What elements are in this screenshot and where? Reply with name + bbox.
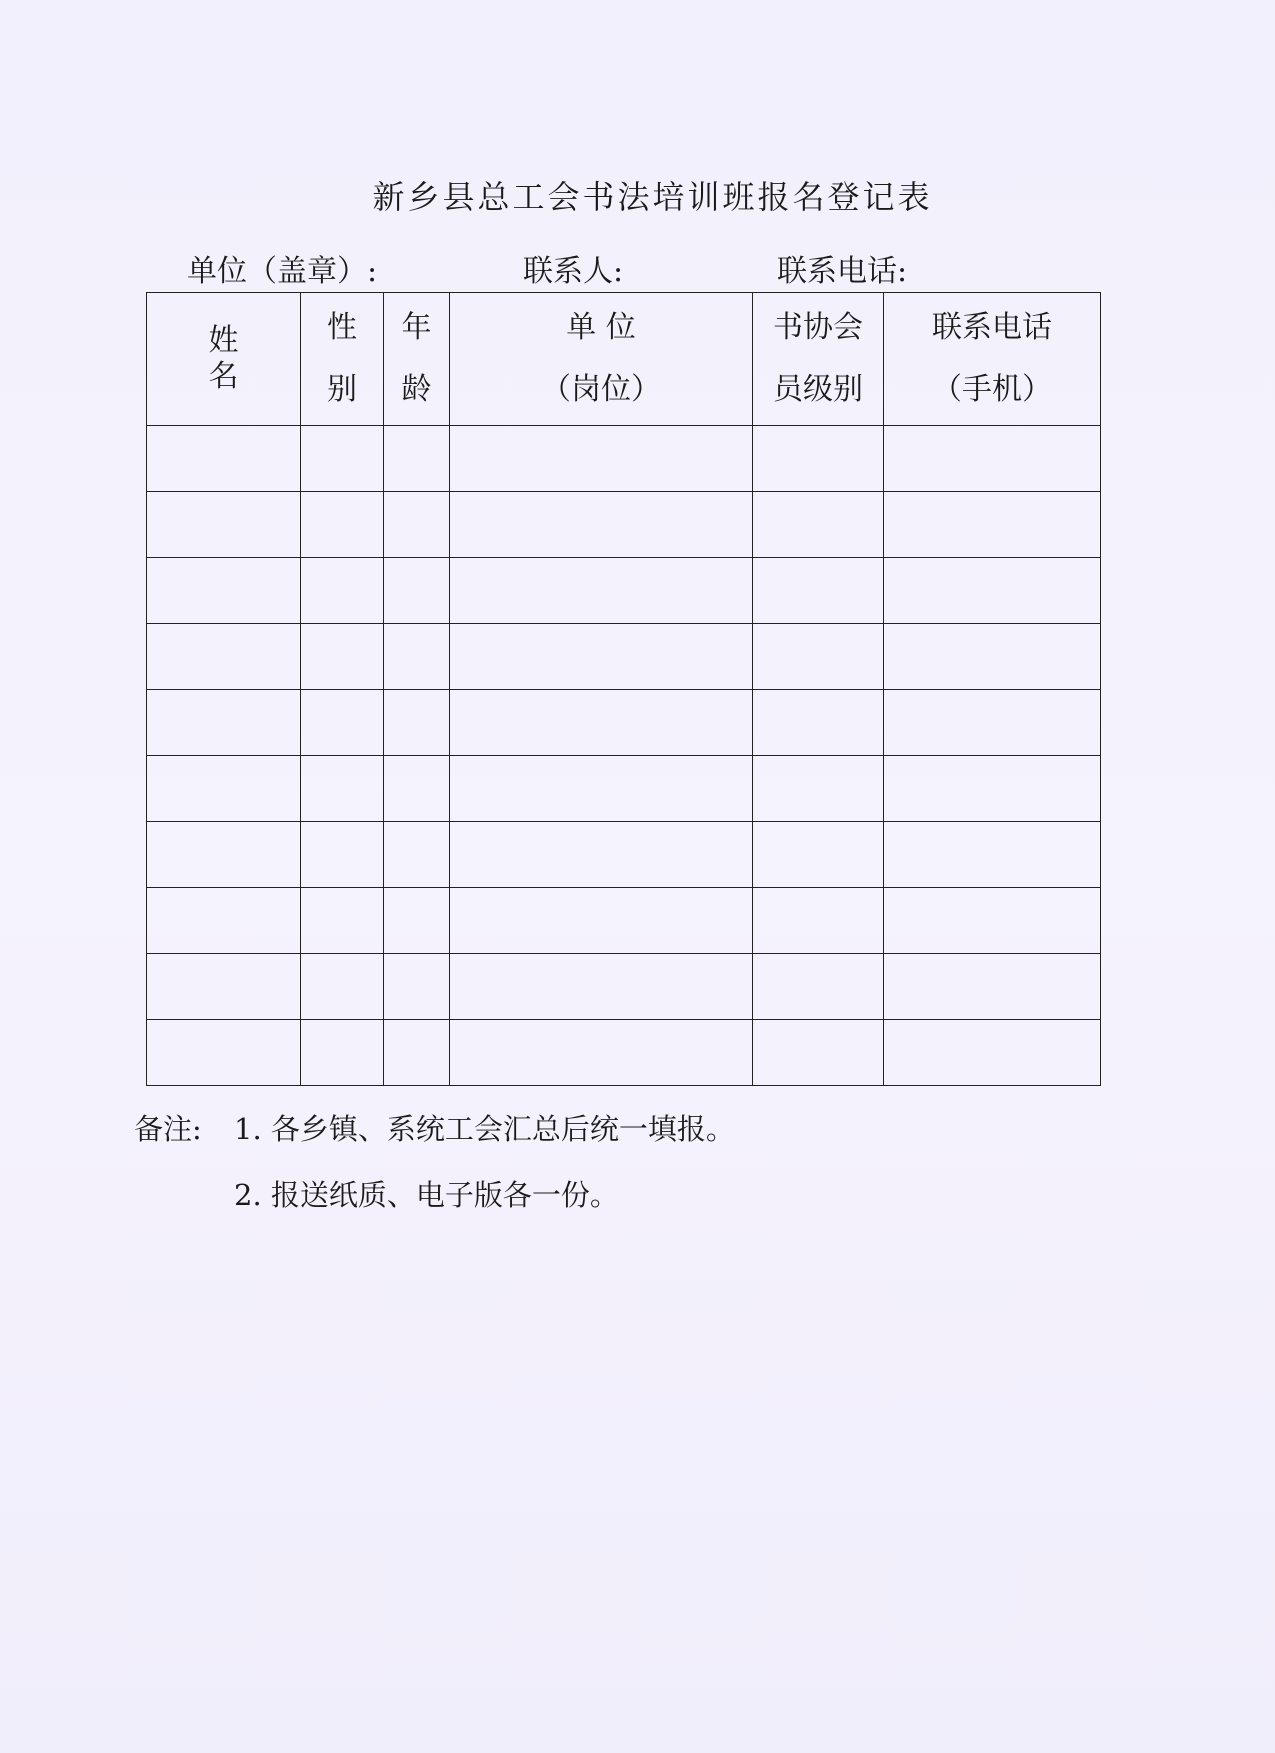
table-cell[interactable] bbox=[147, 426, 301, 492]
table-body bbox=[147, 426, 1101, 1086]
remarks-label: 备注: bbox=[134, 1112, 202, 1146]
table-row bbox=[147, 954, 1101, 1020]
table-cell[interactable] bbox=[301, 756, 384, 822]
table-cell[interactable] bbox=[384, 558, 450, 624]
table-cell[interactable] bbox=[384, 888, 450, 954]
table-cell[interactable] bbox=[884, 426, 1101, 492]
table-cell[interactable] bbox=[753, 1020, 884, 1086]
table-cell[interactable] bbox=[384, 756, 450, 822]
table-cell[interactable] bbox=[147, 624, 301, 690]
table-row bbox=[147, 492, 1101, 558]
table-cell[interactable] bbox=[884, 888, 1101, 954]
table-cell[interactable] bbox=[450, 492, 753, 558]
table-cell[interactable] bbox=[301, 492, 384, 558]
header-name: 姓 名 bbox=[147, 293, 301, 426]
table-cell[interactable] bbox=[384, 426, 450, 492]
table-cell[interactable] bbox=[147, 1020, 301, 1086]
table-row bbox=[147, 822, 1101, 888]
table-cell[interactable] bbox=[450, 426, 753, 492]
table-cell[interactable] bbox=[301, 888, 384, 954]
registration-table bbox=[146, 292, 1101, 1086]
table-row bbox=[147, 756, 1101, 822]
header-age: 年 龄 bbox=[384, 293, 450, 426]
table-cell[interactable] bbox=[301, 558, 384, 624]
table-cell[interactable] bbox=[450, 1020, 753, 1086]
table-row bbox=[147, 426, 1101, 492]
table-cell[interactable] bbox=[884, 756, 1101, 822]
table-cell[interactable] bbox=[301, 1020, 384, 1086]
form-title: 新乡县总工会书法培训班报名登记表 bbox=[372, 178, 933, 216]
table-row bbox=[147, 1020, 1101, 1086]
table-cell[interactable] bbox=[884, 492, 1101, 558]
table-cell[interactable] bbox=[301, 954, 384, 1020]
table-cell[interactable] bbox=[884, 690, 1101, 756]
table-cell[interactable] bbox=[450, 954, 753, 1020]
table-cell[interactable] bbox=[753, 624, 884, 690]
header-unit-position: 单 位 （岗位） bbox=[450, 293, 753, 426]
table-cell[interactable] bbox=[753, 492, 884, 558]
table-row bbox=[147, 558, 1101, 624]
table-row bbox=[147, 888, 1101, 954]
table-row bbox=[147, 690, 1101, 756]
table-cell[interactable] bbox=[753, 558, 884, 624]
document-page: 新乡县总工会书法培训班报名登记表 单位（盖章）: 联系人: 联系电话: 姓 名 性 别 年 龄 单 位 （岗位） 书协会 员级别 联系电话 （手机） 备注: 1. 各乡镇、系统工会汇总后统一填报。 2. 报送纸质、电子版各一份。 bbox=[0, 0, 1275, 1753]
table-cell[interactable] bbox=[450, 822, 753, 888]
table-header-row bbox=[147, 293, 1101, 426]
table-cell[interactable] bbox=[384, 492, 450, 558]
contact-phone-label: 联系电话: bbox=[777, 254, 908, 289]
table-cell[interactable] bbox=[450, 756, 753, 822]
table-cell[interactable] bbox=[753, 822, 884, 888]
form-info-row bbox=[187, 246, 1137, 289]
table-cell[interactable] bbox=[884, 1020, 1101, 1086]
table-row bbox=[147, 624, 1101, 690]
table-cell[interactable] bbox=[301, 690, 384, 756]
table-cell[interactable] bbox=[450, 690, 753, 756]
table-cell[interactable] bbox=[450, 558, 753, 624]
table-cell[interactable] bbox=[753, 888, 884, 954]
table-cell[interactable] bbox=[753, 954, 884, 1020]
table-cell[interactable] bbox=[753, 426, 884, 492]
table-cell[interactable] bbox=[384, 954, 450, 1020]
table-cell[interactable] bbox=[384, 1020, 450, 1086]
table-cell[interactable] bbox=[884, 624, 1101, 690]
table-cell[interactable] bbox=[147, 558, 301, 624]
table-cell[interactable] bbox=[384, 690, 450, 756]
table-cell[interactable] bbox=[147, 888, 301, 954]
header-phone-mobile: 联系电话 （手机） bbox=[884, 293, 1101, 426]
table-cell[interactable] bbox=[147, 756, 301, 822]
table-cell[interactable] bbox=[147, 954, 301, 1020]
table-cell[interactable] bbox=[753, 756, 884, 822]
contact-person-label: 联系人: bbox=[523, 254, 624, 289]
table-cell[interactable] bbox=[147, 822, 301, 888]
table-cell[interactable] bbox=[450, 624, 753, 690]
table-cell[interactable] bbox=[301, 426, 384, 492]
unit-seal-label: 单位（盖章）: bbox=[187, 254, 378, 289]
table-cell[interactable] bbox=[753, 690, 884, 756]
header-association-level: 书协会 员级别 bbox=[753, 293, 884, 426]
table-cell[interactable] bbox=[301, 822, 384, 888]
header-gender: 性 别 bbox=[301, 293, 384, 426]
table-cell[interactable] bbox=[450, 888, 753, 954]
table-cell[interactable] bbox=[384, 624, 450, 690]
table-cell[interactable] bbox=[884, 954, 1101, 1020]
table-cell[interactable] bbox=[147, 492, 301, 558]
table-cell[interactable] bbox=[884, 822, 1101, 888]
table-cell[interactable] bbox=[884, 558, 1101, 624]
table-cell[interactable] bbox=[301, 624, 384, 690]
table-cell[interactable] bbox=[384, 822, 450, 888]
table-cell[interactable] bbox=[147, 690, 301, 756]
